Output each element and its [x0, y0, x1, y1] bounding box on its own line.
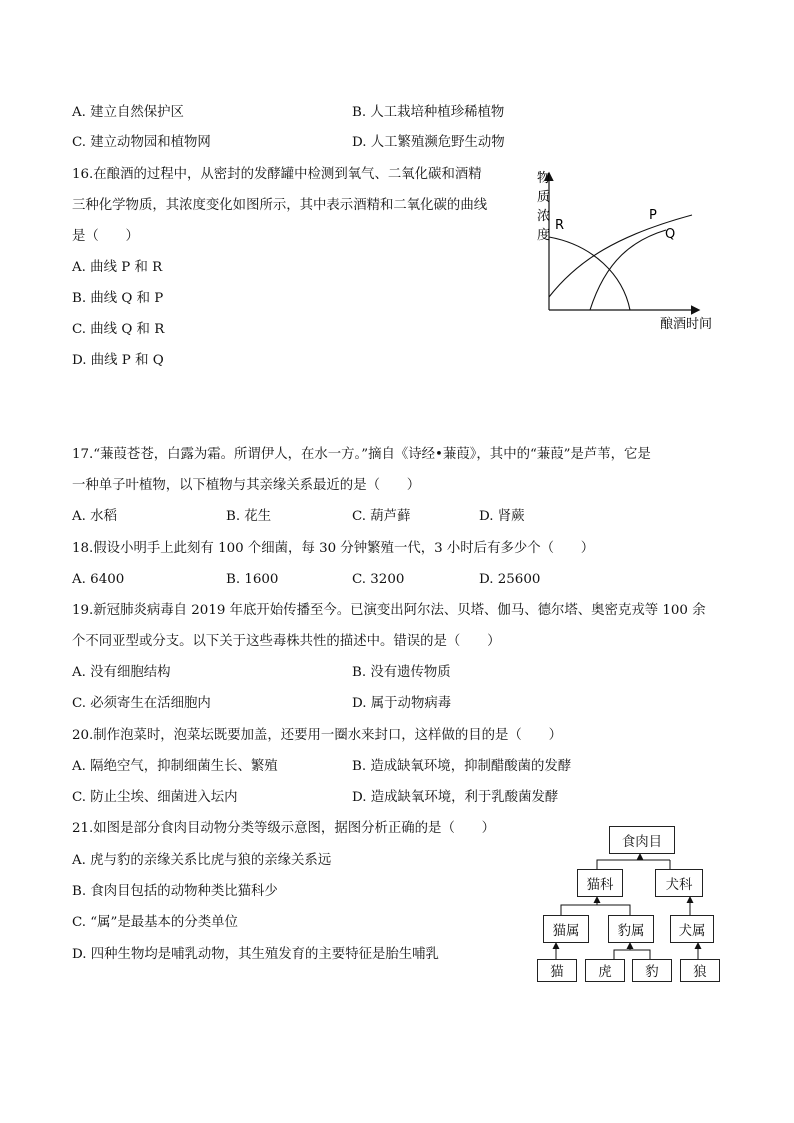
q20-stem: 20.制作泡菜时，泡菜坛既要加盖，还要用一圈水来封口，这样做的目的是（ ）	[72, 728, 562, 743]
y-label-2: 质	[537, 190, 551, 205]
q18-option-c: C. 3200	[352, 572, 405, 587]
q17-stem-line-2: 一种单子叶植物，以下植物与其亲缘关系最近的是（ ）	[72, 478, 421, 493]
q16-stem-line-3: 是（ ）	[72, 229, 139, 244]
q16-concentration-graph	[518, 160, 728, 340]
curve-q	[590, 230, 666, 310]
q21-option-d: D. 四种生物均是哺乳动物，其生殖发育的主要特征是胎生哺乳	[72, 947, 439, 962]
q16-option-c: C. 曲线 Q 和 R	[72, 322, 165, 337]
q15-option-b: B. 人工栽培种植珍稀植物	[352, 105, 505, 120]
x-label: 酿酒时间	[660, 317, 713, 332]
q20-option-c: C. 防止尘埃、细菌进入坛内	[72, 790, 238, 805]
q18-option-a: A. 6400	[72, 572, 125, 587]
label-r: R	[555, 218, 565, 233]
tree-genus-panthera: 豹属	[608, 915, 654, 943]
q18-stem: 18.假设小明手上此刻有 100 个细菌，每 30 分钟繁殖一代，3 小时后有多少个（ ）	[72, 541, 595, 556]
y-label-3: 浓	[537, 209, 551, 224]
q15-option-d: D. 人工繁殖濒危野生动物	[352, 135, 505, 150]
q18-option-b: B. 1600	[226, 572, 279, 587]
tree-genus-canis: 犬属	[670, 915, 714, 943]
q21-option-b: B. 食肉目包括的动物种类比猫科少	[72, 884, 278, 899]
q17-option-a: A. 水稻	[72, 509, 117, 524]
q16-option-a: A. 曲线 P 和 R	[72, 260, 163, 275]
q19-option-c: C. 必须寄生在活细胞内	[72, 696, 211, 711]
q16-option-d: D. 曲线 P 和 Q	[72, 353, 164, 368]
q19-stem-line-1: 19.新冠肺炎病毒自 2019 年底开始传播至今。已演变出阿尔法、贝塔、伽马、德尔塔、奥密克戎等 100 余	[72, 603, 706, 618]
q21-stem: 21.如图是部分食肉目动物分类等级示意图，据图分析正确的是（ ）	[72, 821, 496, 836]
q21-option-a: A. 虎与豹的亲缘关系比虎与狼的亲缘关系远	[72, 853, 332, 868]
q18-option-d: D. 25600	[479, 572, 541, 587]
tree-family-canidae: 犬科	[655, 869, 703, 897]
tree-order-carnivora: 食肉目	[609, 826, 675, 854]
q15-option-a: A. 建立自然保护区	[72, 105, 184, 120]
tree-species-cat: 猫	[537, 959, 577, 982]
q16-stem-line-1: 16.在酿酒的过程中，从密封的发酵罐中检测到氧气、二氧化碳和酒精	[72, 167, 482, 182]
q20-option-d: D. 造成缺氧环境，利于乳酸菌发酵	[352, 790, 559, 805]
y-label-1: 物	[537, 171, 551, 186]
label-q: Q	[665, 227, 676, 242]
q20-option-b: B. 造成缺氧环境，抑制醋酸菌的发酵	[352, 759, 572, 774]
q19-option-a: A. 没有细胞结构	[72, 665, 171, 680]
q17-option-d: D. 肾蕨	[479, 509, 525, 524]
tree-family-felidae: 猫科	[577, 869, 623, 897]
tree-species-tiger: 虎	[585, 959, 625, 982]
q19-stem-line-2: 个不同亚型或分支。以下关于这些毒株共性的描述中。错误的是（ ）	[72, 634, 501, 649]
q19-option-b: B. 没有遗传物质	[352, 665, 451, 680]
q16-stem-line-2: 三种化学物质，其浓度变化如图所示，其中表示酒精和二氧化碳的曲线	[72, 198, 488, 213]
tree-species-leopard: 豹	[632, 959, 672, 982]
y-label-4: 度	[537, 228, 551, 243]
q21-option-c: C. “属”是最基本的分类单位	[72, 915, 238, 930]
q17-option-c: C. 葫芦藓	[352, 509, 411, 524]
label-p: P	[649, 208, 657, 223]
q17-option-b: B. 花生	[226, 509, 272, 524]
q19-option-d: D. 属于动物病毒	[352, 696, 452, 711]
q20-option-a: A. 隔绝空气，抑制细菌生长、繁殖	[72, 759, 278, 774]
tree-genus-felis: 猫属	[543, 915, 589, 943]
tree-species-wolf: 狼	[680, 959, 720, 982]
curve-r	[549, 237, 630, 310]
q16-option-b: B. 曲线 Q 和 P	[72, 291, 164, 306]
q17-stem-line-1: 17.“蒹葭苍苍，白露为霜。所谓伊人，在水一方。”摘自《诗经•蒹葭》，其中的“蒹葭”是芦苇，它是	[72, 447, 651, 462]
q15-option-c: C. 建立动物园和植物网	[72, 135, 211, 150]
